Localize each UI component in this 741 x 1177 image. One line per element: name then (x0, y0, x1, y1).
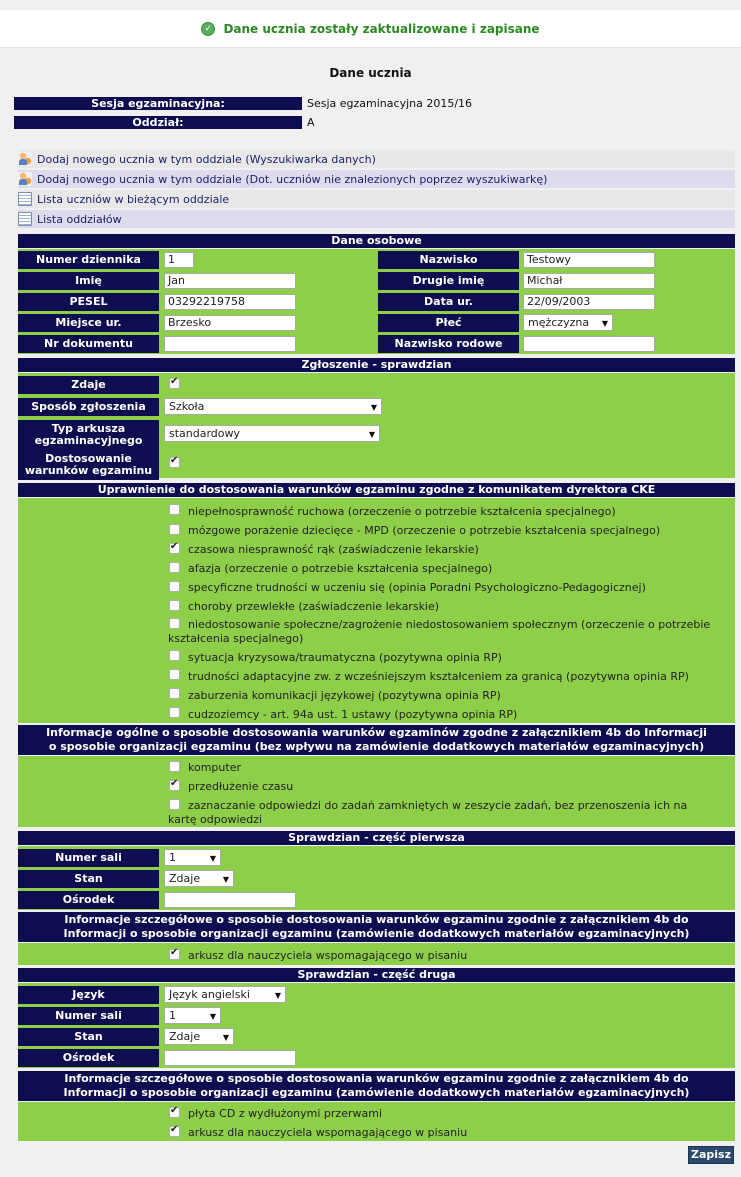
section-personal: Dane osobowe (18, 234, 735, 248)
imie-label: Imię (18, 272, 159, 290)
ogolne-checkbox-1[interactable] (169, 780, 180, 791)
data-ur-label: Data ur. (378, 293, 519, 311)
czesc2-osrodek-input[interactable] (164, 1050, 296, 1066)
czesc1-arkusz-checkbox[interactable] (169, 949, 180, 960)
uprawnienie-label-8: trudności adaptacyjne zw. z wcześniejszym kształceniem za granicą (pozytywna opinia RP) (188, 670, 689, 683)
czesc1-osrodek-input[interactable] (164, 892, 296, 908)
czesc2-stan-select[interactable] (164, 1028, 234, 1045)
plec-label: Płeć (378, 314, 519, 332)
uprawnienie-label-2: czasowa niesprawność rąk (zaświadczenie lekarskie) (188, 543, 479, 556)
typ-arkusza-select[interactable] (164, 425, 380, 442)
czesc1-stan-label: Stan (18, 870, 159, 888)
plec-select[interactable] (523, 314, 613, 331)
czesc1-sala-value: 1 (169, 851, 176, 864)
czesc1-szcz-line2: Informacji o sposobie organizacji egzaminu (zamówienie dodatkowych materiałów egzaminacyjnych) (63, 927, 690, 940)
czesc1-osrodek-label: Ośrodek (18, 891, 159, 909)
uprawnienie-checkbox-8[interactable] (169, 669, 180, 680)
czesc1-arkusz-label: arkusz dla nauczyciela wspomagającego w pisaniu (188, 949, 468, 962)
czesc2-arkusz-label: arkusz dla nauczyciela wspomagającego w pisaniu (188, 1126, 468, 1139)
nr-dziennika-label: Numer dziennika (18, 251, 159, 269)
czesc2-stan-label: Stan (18, 1028, 159, 1046)
czesc2-jezyk-value: Język angielski (169, 988, 250, 1001)
section-czesc-druga: Sprawdzian - część druga (18, 968, 735, 982)
miejsce-ur-label: Miejsce ur. (18, 314, 159, 332)
czesc1-sala-select[interactable] (164, 849, 221, 866)
sposob-select[interactable] (164, 398, 382, 415)
czesc1-stan-select[interactable] (164, 870, 234, 887)
czesc1-stan-value: Zdaje (169, 872, 201, 885)
section-informacje-ogolne (18, 725, 735, 755)
data-ur-input[interactable]: 22/09/2003 (523, 294, 655, 310)
czesc2-jezyk-label: Język (18, 986, 159, 1004)
uprawnienie-label-1: mózgowe porażenie dziecięce - MPD (orzeczenie o potrzebie kształcenia specjalnego) (188, 524, 661, 537)
user-add-icon (18, 172, 32, 186)
czesc2-arkusz-checkbox[interactable] (169, 1126, 180, 1137)
zdaje-checkbox[interactable] (169, 378, 180, 389)
class-label: Oddział: (14, 116, 302, 129)
czesc2-plyta-label: płyta CD z wydłużonymi przerwami (188, 1107, 383, 1120)
link-label: Lista oddziałów (37, 212, 122, 226)
nr-dokumentu-label: Nr dokumentu (18, 335, 159, 353)
uprawnienie-label-5: choroby przewlekłe (zaświadczenie lekarskie) (188, 600, 440, 613)
nazwisko-rodowe-label: Nazwisko rodowe (378, 335, 519, 353)
ogolne-panel (18, 756, 735, 827)
section-czesc-pierwsza: Sprawdzian - część pierwsza (18, 831, 735, 845)
check-circle-icon: ✓ (201, 22, 215, 36)
uprawnienie-checkbox-10[interactable] (169, 707, 180, 718)
uprawnienie-checkbox-2[interactable] (169, 543, 180, 554)
czesc1-sala-label: Numer sali (18, 849, 159, 867)
uprawnienie-label-6a: niedostosowanie społeczne/zagrożenie niedostosowaniem społecznym (orzeczenie o potrzebie (188, 618, 711, 631)
uprawnienie-label-4: specyficzne trudności w uczeniu się (opinia Poradni Psychologiczno-Pedagogicznej) (188, 581, 646, 594)
czesc2-sala-select[interactable] (164, 1007, 221, 1024)
pesel-input[interactable]: 03292219758 (164, 294, 296, 310)
ogolne-checkbox-2[interactable] (169, 799, 180, 810)
uprawnienie-checkbox-5[interactable] (169, 600, 180, 611)
class-list-link[interactable] (18, 210, 735, 228)
czesc2-jezyk-select[interactable] (164, 986, 286, 1003)
uprawnienie-checkbox-9[interactable] (169, 688, 180, 699)
uprawnienie-checkbox-1[interactable] (169, 524, 180, 535)
drugie-imie-label: Drugie imię (378, 272, 519, 290)
section-czesc2-szczegolowe (18, 1071, 735, 1101)
list-icon (18, 192, 32, 206)
ogolne-checkbox-0[interactable] (169, 761, 180, 772)
page-title: Dane ucznia (329, 66, 412, 80)
save-button[interactable]: Zapisz (688, 1146, 734, 1164)
link-label: Dodaj nowego ucznia w tym oddziale (Dot. uczniów nie znalezionych poprzez wyszukiwarkę) (37, 172, 548, 186)
nazwisko-label: Nazwisko (378, 251, 519, 269)
ogolne-label-1: przedłużenie czasu (188, 780, 294, 793)
class-value: A (307, 116, 315, 129)
uprawnienie-label-9: zaburzenia komunikacji językowej (pozytywna opinia RP) (188, 689, 501, 702)
czesc2-szcz-line2: Informacji o sposobie organizacji egzaminu (zamówienie dodatkowych materiałów egzaminacyjnych) (63, 1086, 690, 1099)
czesc2-sala-label: Numer sali (18, 1007, 159, 1025)
uprawnienie-checkbox-0[interactable] (169, 504, 180, 515)
nazwisko-input[interactable]: Testowy (523, 252, 655, 268)
top-bar (0, 0, 741, 10)
sposob-label: Sposób zgłoszenia (18, 398, 159, 416)
section-uprawnienie: Uprawnienie do dostosowania warunków egzaminu zgodne z komunikatem dyrektora CKE (18, 483, 735, 497)
section-zgloszenie: Zgłoszenie - sprawdzian (18, 358, 735, 372)
session-label: Sesja egzaminacyjna: (14, 97, 302, 110)
link-label: Dodaj nowego ucznia w tym oddziale (Wyszukiwarka danych) (37, 152, 376, 166)
ogolne-label-0: komputer (188, 761, 241, 774)
uprawnienie-label-3: afazja (orzeczenie o potrzebie kształcenia specjalnego) (188, 562, 493, 575)
drugie-imie-input[interactable]: Michał (523, 273, 655, 289)
czesc2-szcz-line1: Informacje szczegółowe o sposobie dostosowania warunków egzaminu zgodnie z załącznikiem 4b do (64, 1072, 689, 1085)
pesel-label: PESEL (18, 293, 159, 311)
uprawnienie-checkbox-7[interactable] (169, 650, 180, 661)
uprawnienie-checkbox-6[interactable] (169, 618, 180, 629)
nazwisko-rodowe-input[interactable] (523, 336, 655, 352)
plec-value: mężczyzna (528, 316, 590, 329)
success-message (0, 10, 741, 48)
uprawnienie-checkbox-3[interactable] (169, 562, 180, 573)
ogolne-title-line2: o sposobie organizacji egzaminu (bez wpływu na zamówienie dodatkowych materiałów egzaminacyjnych) (48, 740, 705, 753)
uprawnienie-checkbox-4[interactable] (169, 581, 180, 592)
add-student-manual-link[interactable] (18, 170, 735, 188)
nr-dziennika-input[interactable]: 1 (164, 252, 194, 268)
typ-arkusza-value: standardowy (169, 427, 241, 440)
add-student-search-link[interactable] (18, 150, 735, 168)
czesc1-szcz-line1: Informacje szczegółowe o sposobie dostosowania warunków egzaminu zgodnie z załącznikiem 4b do (64, 913, 689, 926)
czesc2-osrodek-label: Ośrodek (18, 1049, 159, 1067)
ogolne-label-2a: zaznaczanie odpowiedzi do zadań zamkniętych w zeszycie zadań, bez przenoszenia ich na (188, 799, 688, 812)
imie-input[interactable]: Jan (164, 273, 296, 289)
uprawnienie-label-7: sytuacja kryzysowa/traumatyczna (pozytywna opinia RP) (188, 651, 502, 664)
success-text: Dane ucznia zostały zaktualizowane i zapisane (223, 21, 540, 36)
student-list-link[interactable] (18, 190, 735, 208)
ogolne-title-line1: Informacje ogólne o sposobie dostosowania warunków egzaminów zgodne z załącznikiem 4b do Informacji (46, 726, 707, 739)
dostosowanie-label: Dostosowanie warunków egzaminu (18, 450, 159, 480)
uprawnienie-label-6b: kształcenia specjalnego) (168, 632, 304, 645)
nr-dokumentu-input[interactable] (164, 336, 296, 352)
sposob-value: Szkoła (169, 400, 205, 413)
zdaje-label: Zdaje (18, 376, 159, 394)
list-icon (18, 212, 32, 226)
miejsce-ur-input[interactable]: Brzesko (164, 315, 296, 331)
dostosowanie-checkbox[interactable] (169, 457, 180, 468)
czesc2-plyta-checkbox[interactable] (169, 1107, 180, 1118)
ogolne-label-2b: kartę odpowiedzi (168, 813, 263, 826)
czesc2-stan-value: Zdaje (169, 1030, 201, 1043)
session-value: Sesja egzaminacyjna 2015/16 (307, 97, 473, 110)
typ-arkusza-label: Typ arkusza egzaminacyjnego (18, 420, 159, 450)
link-label: Lista uczniów w bieżącym oddziale (37, 192, 230, 206)
user-add-icon (18, 152, 32, 166)
section-czesc1-szczegolowe (18, 912, 735, 942)
uprawnienie-label-10: cudzoziemcy - art. 94a ust. 1 ustawy (pozytywna opinia RP) (188, 708, 518, 721)
uprawnienie-label-0: niepełnosprawność ruchowa (orzeczenie o potrzebie kształcenia specjalnego) (188, 505, 616, 518)
czesc2-sala-value: 1 (169, 1009, 176, 1022)
